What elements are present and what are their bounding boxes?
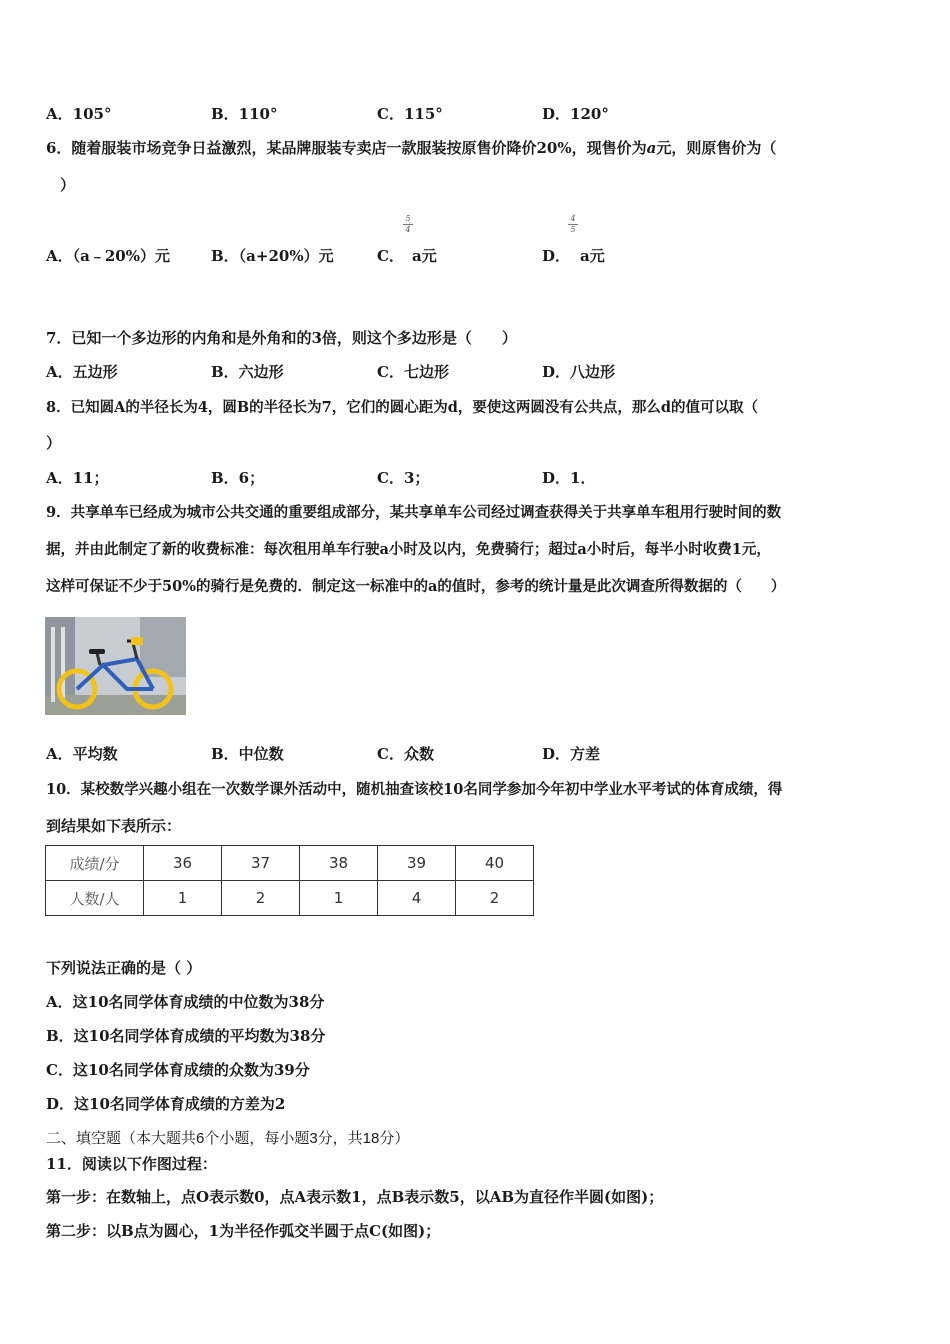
q8-stem-line1: 8．已知圆A的半径长为4，圆B的半径长为7，它们的圆心距为d，要使这两圆没有公共点，那么d的值可以取（ — [46, 399, 759, 416]
shared-bike-image — [45, 617, 186, 715]
q9-option-b: B．中位数 — [211, 745, 284, 763]
table-cell: 1 — [144, 881, 222, 916]
q10-option-d: D．这10名同学体育成绩的方差为2 — [46, 1095, 286, 1113]
table-row — [46, 846, 534, 881]
table-cell: 40 — [456, 846, 534, 881]
q9-stem-line2: 据，并由此制定了新的收费标准：每次租用单车行驶a小时及以内，免费骑行；超过a小时后，每半小时收费1元， — [46, 541, 771, 558]
q6-option-c-fraction: 5 4 — [403, 215, 413, 234]
q8-option-a: A．11； — [46, 469, 109, 487]
table-cell: 2 — [456, 881, 534, 916]
table-cell: 39 — [378, 846, 456, 881]
q6-option-d-tail: a元 — [580, 247, 605, 265]
q6-option-c-label: C． — [377, 247, 404, 265]
table-header-score: 成绩/分 — [46, 846, 144, 881]
q7-option-a: A．五边形 — [46, 363, 118, 381]
table-header-count: 人数/人 — [46, 881, 144, 916]
q11-step2: 第二步：以B点为圆心，1为半径作弧交半圆于点C(如图)； — [46, 1222, 441, 1240]
q10-option-a: A．这10名同学体育成绩的中位数为38分 — [46, 993, 325, 1011]
table-cell: 1 — [300, 881, 378, 916]
q8-option-c: C．3； — [377, 469, 430, 487]
table-cell: 37 — [222, 846, 300, 881]
q7-option-d: D．八边形 — [542, 363, 616, 381]
q5-option-b: B．110° — [211, 105, 278, 123]
q10-prompt: 下列说法正确的是（ ） — [46, 959, 202, 977]
q10-stem-line1: 10．某校数学兴趣小组在一次数学课外活动中，随机抽查该校10名同学参加今年初中学业水平考试的体育成绩，得 — [46, 781, 783, 798]
q7-option-c: C．七边形 — [377, 363, 449, 381]
q8-option-d: D．1． — [542, 469, 596, 487]
q9-option-a: A．平均数 — [46, 745, 118, 763]
q5-option-c: C．115° — [377, 105, 443, 123]
q6-option-c-tail: a元 — [412, 247, 437, 265]
score-table — [45, 845, 534, 916]
q9-stem-line3: 这样可保证不少于50%的骑行是免费的．制定这一标准中的a的值时，参考的统计量是此次调查所得数据的（ ） — [46, 578, 786, 595]
q10-option-c: C．这10名同学体育成绩的众数为39分 — [46, 1061, 310, 1079]
q6-stem-line2: ） — [60, 176, 76, 194]
q9-option-d: D．方差 — [542, 745, 601, 763]
table-cell: 36 — [144, 846, 222, 881]
q6-option-d-label: D． — [542, 247, 571, 265]
q6-option-b: B．（a+20%）元 — [211, 247, 334, 265]
q7-option-b: B．六边形 — [211, 363, 284, 381]
q5-option-d: D．120° — [542, 105, 609, 123]
q9-option-c: C．众数 — [377, 745, 434, 763]
q11-stem: 11．阅读以下作图过程： — [46, 1155, 217, 1173]
q10-stem-line2: 到结果如下表所示： — [46, 817, 182, 835]
q10-option-b: B．这10名同学体育成绩的平均数为38分 — [46, 1027, 326, 1045]
table-row — [46, 881, 534, 916]
table-cell: 2 — [222, 881, 300, 916]
q11-step1: 第一步：在数轴上，点O表示数0，点A表示数1，点B表示数5，以AB为直径作半圆(如图)； — [46, 1188, 664, 1206]
bike-photo — [45, 617, 186, 715]
q7-stem: 7．已知一个多边形的内角和是外角和的3倍，则这个多边形是（ ） — [46, 329, 517, 347]
q6-stem-line1: 6．随着服装市场竞争日益激烈，某品牌服装专卖店一款服装按原售价降价20%，现售价为a元，则原售价为（ — [46, 139, 777, 157]
table-cell: 4 — [378, 881, 456, 916]
q6-option-a: A．（a﹣20%）元 — [46, 247, 170, 265]
q5-option-a: A．105° — [46, 105, 112, 123]
q9-stem-line1: 9．共享单车已经成为城市公共交通的重要组成部分，某共享单车公司经过调查获得关于共享单车租用行驶时间的数 — [46, 504, 782, 521]
q6-option-d-fraction: 4 5 — [568, 215, 578, 234]
section-heading-fill-in: 二、填空题（本大题共6个小题，每小题3分，共18分） — [46, 1130, 410, 1147]
table-cell: 38 — [300, 846, 378, 881]
q8-option-b: B．6； — [211, 469, 265, 487]
q8-stem-line2: ） — [46, 434, 62, 452]
